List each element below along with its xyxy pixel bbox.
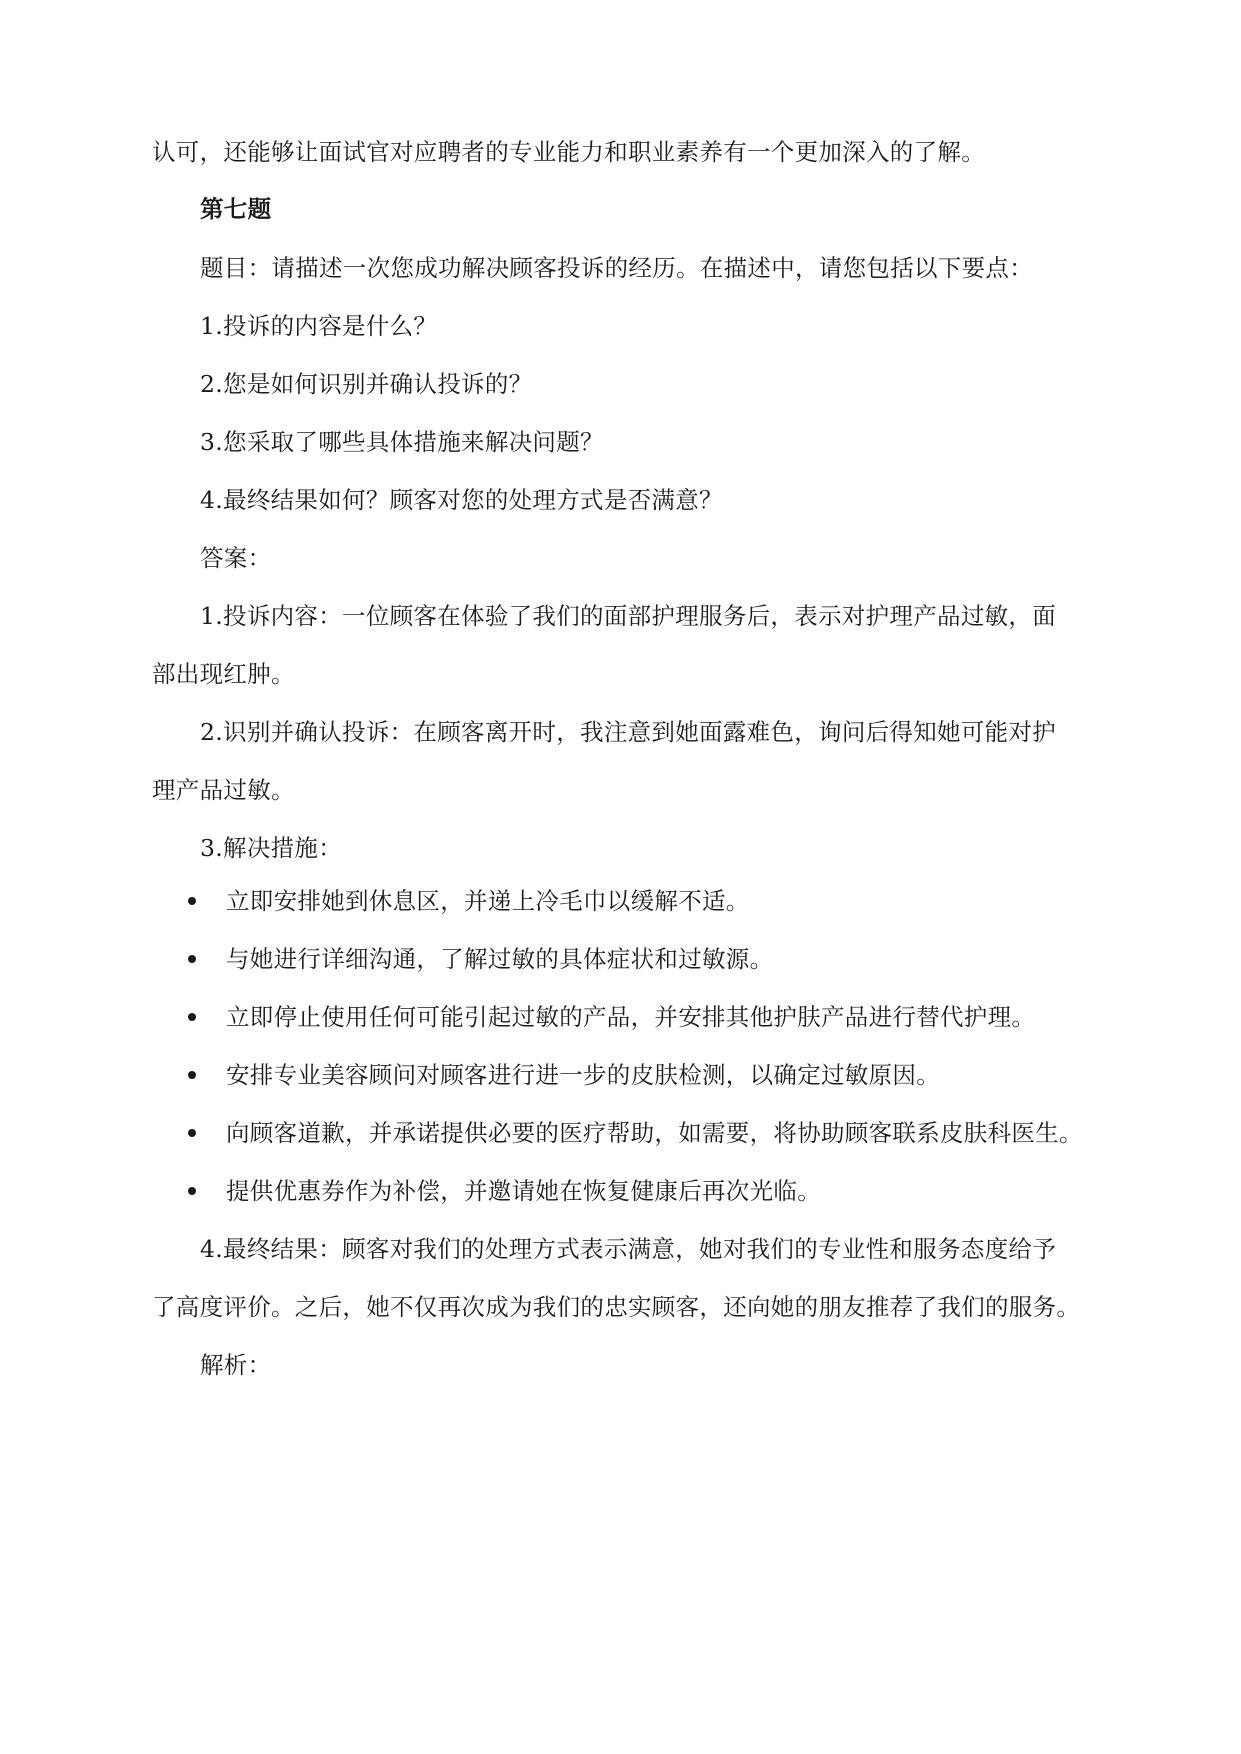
bullet-item: 向顾客道歉，并承诺提供必要的医疗帮助，如需要，将协助顾客联系皮肤科医生。 (226, 1119, 1083, 1147)
question-point: 4.最终结果如何？顾客对您的处理方式是否满意？ (200, 486, 723, 514)
question-point: 3.您采取了哪些具体措施来解决问题？ (200, 428, 604, 456)
bullet-item: 与她进行详细沟通，了解过敏的具体症状和过敏源。 (226, 945, 774, 973)
answer-item1-line1: 1.投诉内容：一位顾客在体验了我们的面部护理服务后，表示对护理产品过敏，面 (200, 602, 1057, 630)
bullet-item: 提供优惠券作为补偿，并邀请她在恢复健康后再次光临。 (226, 1177, 821, 1205)
answer-item3-label: 3.解决措施： (200, 834, 343, 862)
answer-item2-line2: 理产品过敏。 (152, 776, 295, 804)
question-intro: 题目：请描述一次您成功解决顾客投诉的经历。在描述中，请您包括以下要点： (200, 254, 1033, 282)
section-title: 第七题 (200, 195, 272, 223)
bullet-dot-icon (188, 1129, 196, 1137)
answer-item4-line1: 4.最终结果：顾客对我们的处理方式表示满意，她对我们的专业性和服务态度给予 (200, 1235, 1057, 1263)
bullet-item: 立即安排她到休息区，并递上冷毛巾以缓解不适。 (226, 887, 750, 915)
bullet-dot-icon (188, 1187, 196, 1195)
bullet-dot-icon (188, 1071, 196, 1079)
continuation-text: 认可，还能够让面试官对应聘者的专业能力和职业素养有一个更加深入的了解。 (152, 138, 985, 166)
question-point: 1.投诉的内容是什么？ (200, 312, 438, 340)
bullet-item: 立即停止使用任何可能引起过敏的产品，并安排其他护肤产品进行替代护理。 (226, 1003, 1036, 1031)
answer-item1-line2: 部出现红肿。 (152, 660, 295, 688)
question-point: 2.您是如何识别并确认投诉的？ (200, 370, 533, 398)
bullet-dot-icon (188, 955, 196, 963)
bullet-item: 安排专业美容顾问对顾客进行进一步的皮肤检测，以确定过敏原因。 (226, 1061, 940, 1089)
answer-label: 答案： (200, 544, 272, 572)
analysis-label: 解析： (200, 1351, 272, 1379)
bullet-dot-icon (188, 1013, 196, 1021)
bullet-dot-icon (188, 897, 196, 905)
answer-item2-line1: 2.识别并确认投诉：在顾客离开时，我注意到她面露难色，询问后得知她可能对护 (200, 718, 1057, 746)
answer-item4-line2: 了高度评价。之后，她不仅再次成为我们的忠实顾客，还向她的朋友推荐了我们的服务。 (152, 1293, 1081, 1321)
